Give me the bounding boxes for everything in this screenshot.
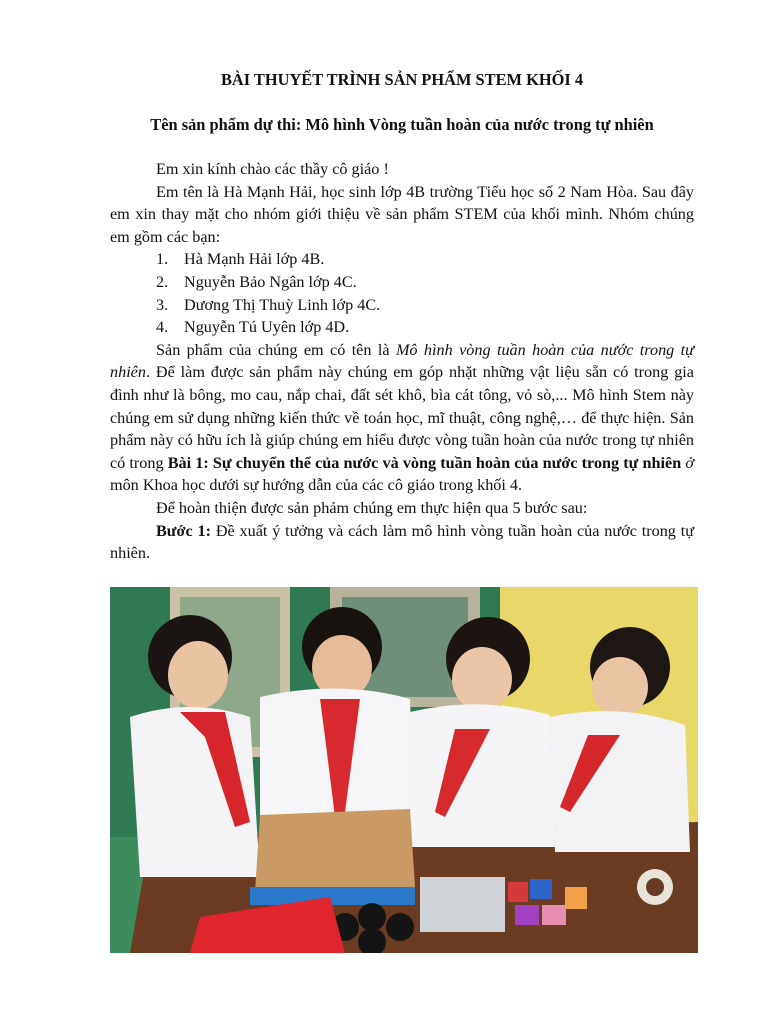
students-photo: [110, 587, 698, 953]
member-item: [110, 271, 694, 294]
product-text-2: . Để làm được sản phẩm này chúng em góp nhặt những vật liệu sẵn có trong gia đình như là bông, mo cau, nắp chai, đất sét khô, bìa cát tông, vỏ sò,... Mô hình Stem này chúng em sử dụng những kiến thức về toán học, mĩ thuật, công nghệ,… để thực hiện. Sản phẩm này có hữu ích là giúp chúng em hiểu được vòng tuần hoàn của nước trong tự nhiên có trong: [110, 363, 694, 472]
product-paragraph: [110, 339, 694, 497]
member-number: 2.: [156, 272, 169, 291]
member-name: Hà Mạnh Hải lớp 4B.: [184, 250, 325, 269]
product-text-1: Sản phẩm của chúng em có tên là: [156, 340, 396, 359]
intro-paragraph: Em tên là Hà Mạnh Hải, học sinh lớp 4B trường Tiểu học số 2 Nam Hòa. Sau đây em xin thay mặt cho nhóm giới thiệu về sản phẩm STEM của khối mình. Nhóm chúng em gồm các bạn:: [110, 182, 694, 246]
member-number: 4.: [156, 318, 169, 337]
steps-intro-paragraph: Để hoàn thiện được sản phảm chúng em thực hiện qua 5 bước sau:: [156, 498, 588, 517]
member-item: [110, 248, 694, 271]
subject-connector: ở: [681, 453, 694, 472]
member-name: Dương Thị Thuỳ Linh lớp 4C.: [184, 295, 381, 314]
students-photo-illustration: [110, 587, 698, 953]
greeting-paragraph: Em xin kính chào các thầy cô giáo !: [156, 160, 389, 178]
member-number: 3.: [156, 295, 169, 314]
document-title: BÀI THUYẾT TRÌNH SẢN PHẨM STEM KHỐI 4: [220, 70, 584, 89]
product-title: Tên sản phẩm dự thi: Mô hình Vòng tuần hoàn của nước trong tự nhiên: [150, 115, 654, 134]
step1-text: Đề xuất ý tưởng và cách làm mô hình vòng tuần hoàn của nước trong tự nhiên.: [110, 521, 694, 563]
member-name: Nguyễn Tú Uyên lớp 4D.: [184, 318, 350, 337]
member-item: [110, 294, 694, 317]
member-name: Nguyễn Bảo Ngân lớp 4C.: [184, 272, 357, 291]
product-name: Mô hình vòng tuần hoàn của nước trong tự nhiên: [110, 340, 694, 382]
member-item: [110, 316, 694, 339]
member-number: 1.: [156, 250, 169, 269]
step1-label: Bước 1:: [156, 521, 211, 540]
step1-paragraph: [110, 520, 694, 565]
document-body: [110, 158, 694, 565]
product-text-3: môn Khoa học dưới sự hướng dẫn của các cô giáo trong khối 4.: [110, 476, 523, 495]
lesson-title: Bài 1: Sự chuyển thể của nước và vòng tuần hoàn của nước trong tự nhiên: [167, 453, 682, 472]
